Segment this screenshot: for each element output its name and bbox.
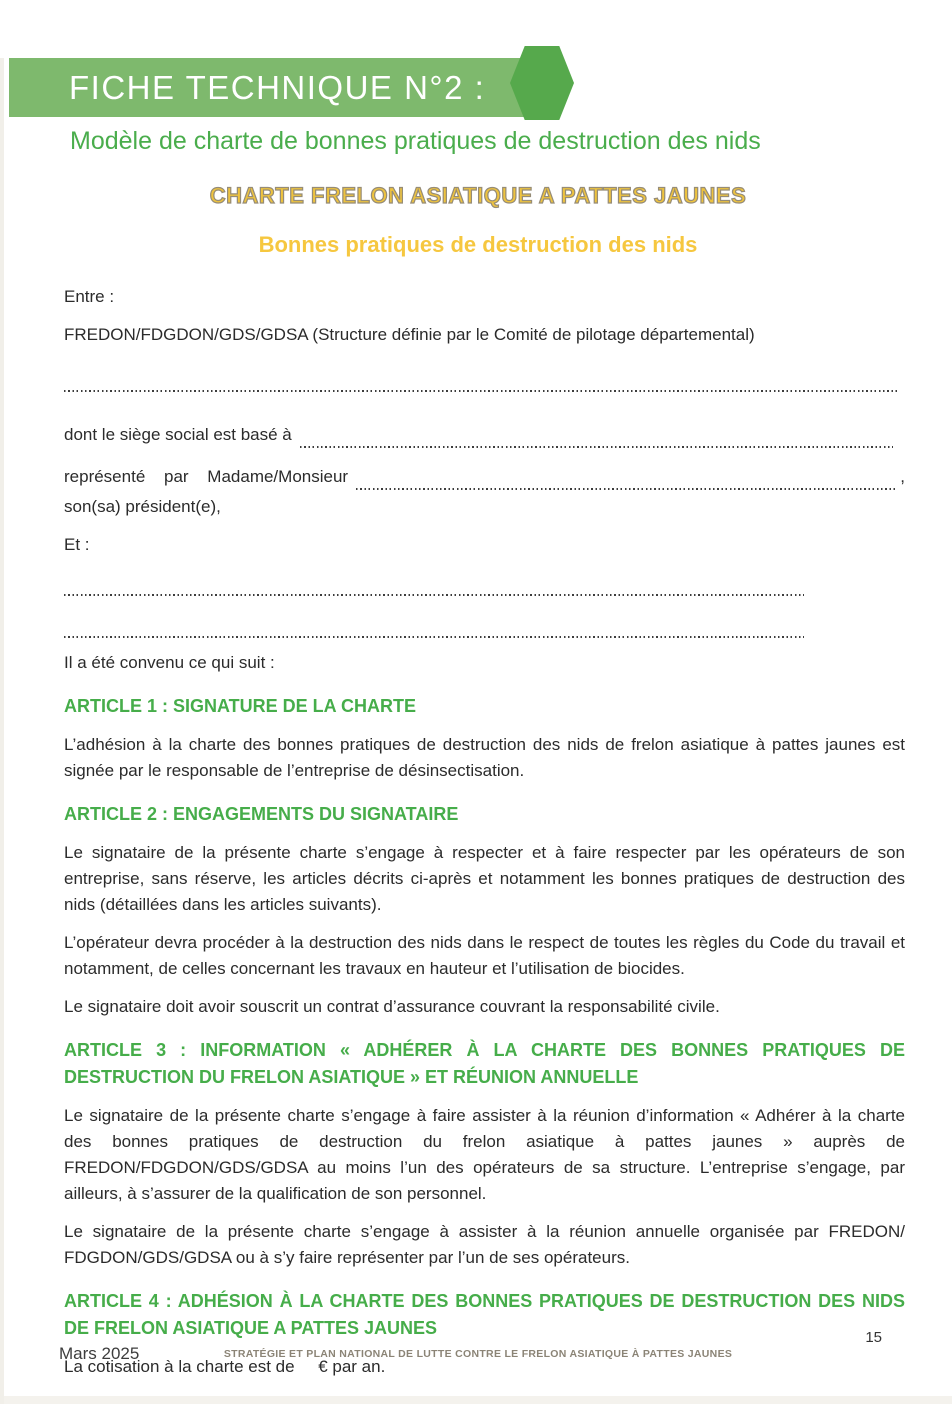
entre-label: Entre : <box>64 287 115 306</box>
article-4-paragraph: La cotisation à la charte est de € par an. <box>64 1357 386 1376</box>
page-bottom-edge <box>4 1396 952 1404</box>
footer-title: STRATÉGIE ET PLAN NATIONAL DE LUTTE CONTRE LE FRELON ASIATIQUE À PATTES JAUNES <box>223 1348 733 1360</box>
represente-suffix: , <box>900 467 905 486</box>
article-1-paragraph: L’adhésion à la charte des bonnes pratiques de destruction des nids de frelon asiatique à pattes jaunes est signée par le responsable de l’entreprise de désinsectisation. <box>64 735 905 780</box>
article-3-paragraph: Le signataire de la présente charte s’engage à assister à la réunion annuelle organisée par FREDON/​FDGDON/GDS/GDSA ou à s’y faire représenter par l’un de ses opérateurs. <box>64 1222 905 1267</box>
document-page <box>0 58 952 1404</box>
article-1-heading: ARTICLE 1 : SIGNATURE DE LA CHARTE <box>64 696 417 716</box>
article-2-heading: ARTICLE 2 : ENGAGEMENTS DU SIGNATAIRE <box>64 804 459 824</box>
document-body <box>64 284 905 1380</box>
represente-label: représenté par Madame/Monsieur <box>64 467 349 486</box>
et-label: Et : <box>64 535 90 554</box>
article-4-heading: ARTICLE 4 : ADHÉSION À LA CHARTE DES BONNES PRATIQUES DE DESTRUCTION DES NIDS DE FRELON ASIATIQUE A PATTES JAUNES <box>64 1291 905 1338</box>
structure-line: FREDON/FDGDON/GDS/GDSA (Structure définie par le Comité de pilotage départemental) <box>64 325 755 344</box>
article-3-paragraph: Le signataire de la présente charte s’engage à faire assister à la réunion d’information « Adhérer à la charte des bonnes pratiques de destruction du frelon asiatique à pattes jaunes » auprès de FREDON/FDGDON/GDS/GDSA au moins l’un des opérateurs de sa structure. L’entreprise s’engage, par ailleurs, à s’assurer de la qualification de son personnel. <box>64 1106 905 1203</box>
president-line: son(sa) président(e), <box>64 497 221 516</box>
article-2-paragraph: Le signataire de la présente charte s’engage à respecter et à faire respecter par les opérateurs de son entreprise, sans réserve, les articles décrits ci-après et notamment les bonnes pratiques de destruction des nids (détaillées dans les articles suivants). <box>64 843 905 914</box>
banner-title: FICHE TECHNIQUE N°2 : <box>69 68 486 106</box>
footer-date: Mars 2025 <box>59 1344 140 1363</box>
convenu-line: Il a été convenu ce qui suit : <box>64 653 275 672</box>
dotted-line-structure <box>64 390 897 392</box>
dotted-line-blank-1 <box>64 594 804 596</box>
siege-label: dont le siège social est basé à <box>64 425 292 444</box>
article-2-paragraph: L’opérateur devra procéder à la destruction des nids dans le respect de toutes les règles du Code du travail et notamment, de celles concernant les travaux en hauteur et l’utilisation de biocides. <box>64 933 905 978</box>
charte-subtitle: Bonnes pratiques de destruction des nids <box>258 232 698 257</box>
represente-row <box>64 464 905 494</box>
dotted-line-blank-2 <box>64 636 804 638</box>
siege-row <box>64 422 905 452</box>
page-number: 15 <box>865 1329 882 1346</box>
fiche-banner <box>4 58 952 120</box>
dotted-leader <box>356 464 896 490</box>
charte-title: CHARTE FRELON ASIATIQUE A PATTES JAUNES <box>209 183 747 208</box>
article-2-paragraph: Le signataire doit avoir souscrit un contrat d’assurance couvrant la responsabilité civile. <box>64 997 720 1016</box>
fiche-banner-bar <box>9 58 559 117</box>
article-3-heading: ARTICLE 3 : INFORMATION « ADHÉRER À LA CHARTE DES BONNES PRATIQUES DE DESTRUCTION DU FRELON ASIATIQUE » ET RÉUNION ANNUELLE <box>64 1040 905 1087</box>
dotted-leader <box>300 422 893 448</box>
page-subtitle: Modèle de charte de bonnes pratiques de destruction des nids <box>70 127 761 155</box>
